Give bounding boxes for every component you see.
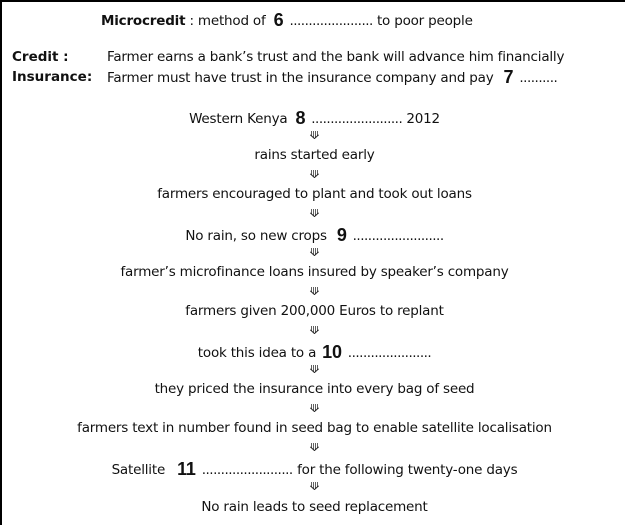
down-arrow-icon: ⟱: [309, 207, 320, 220]
down-arrow-icon: ⟱: [309, 168, 320, 181]
gap-number-8: 8: [295, 108, 306, 128]
gap-number-11: 11: [177, 459, 196, 479]
flow-text: took this idea to a: [197, 345, 317, 361]
gap-number-7: 7: [503, 67, 514, 87]
flow-step-western-kenya: [2, 108, 625, 129]
down-arrow-icon: ⟱: [309, 285, 320, 298]
flow-step: farmer’s microfinance loans insured by speaker’s company: [120, 264, 509, 280]
insurance-definition: [107, 67, 557, 88]
gap-number-6: 6: [273, 10, 284, 30]
flow-step-satellite: [2, 459, 625, 480]
microcredit-sep: : method of: [185, 13, 270, 29]
gap-8-blank[interactable]: ........................: [311, 111, 403, 127]
flow-text: Satellite: [111, 462, 166, 478]
flow-step: they priced the insurance into every bag of seed: [154, 381, 475, 397]
down-arrow-icon: ⟱: [309, 441, 320, 454]
down-arrow-icon: ⟱: [309, 480, 320, 493]
down-arrow-icon: ⟱: [309, 402, 320, 415]
down-arrow-icon: ⟱: [309, 324, 320, 337]
flow-step-took-idea: [2, 342, 625, 363]
flow-text: . for the following twenty-one days: [288, 462, 518, 478]
credit-definition: Farmer earns a bank’s trust and the bank will advance him financially: [107, 49, 565, 65]
gap-10-blank[interactable]: ......................: [347, 345, 432, 361]
flow-step: No rain leads to seed replacement: [201, 499, 428, 515]
credit-label: Credit :: [12, 49, 69, 65]
flow-step-no-rain-crops: [2, 225, 625, 246]
down-arrow-icon: ⟱: [309, 363, 320, 376]
flow-text: 2012: [402, 111, 440, 127]
gap-6-blank[interactable]: ......................: [289, 13, 373, 29]
insurance-label: Insurance:: [12, 69, 93, 85]
flow-step: farmers encouraged to plant and took out loans: [157, 186, 472, 202]
microcredit-definition: [101, 10, 473, 31]
flow-text: No rain, so new crops: [185, 228, 327, 244]
gap-number-10: 10: [322, 342, 342, 362]
down-arrow-icon: ⟱: [309, 129, 320, 142]
flow-step: farmers text in number found in seed bag to enable satellite localisation: [77, 420, 552, 436]
insurance-text: Farmer must have trust in the insurance company and pay: [107, 70, 494, 86]
gap-9-blank[interactable]: ........................: [352, 228, 444, 244]
microcredit-term: Microcredit: [101, 13, 186, 29]
gap-11-blank[interactable]: .......................: [201, 462, 289, 478]
microcredit-after: to poor people: [372, 13, 473, 29]
gap-number-9: 9: [336, 225, 347, 245]
flow-step: rains started early: [254, 147, 375, 163]
flow-step: farmers given 200,000 Euros to replant: [185, 303, 444, 319]
gap-7-blank[interactable]: ..........: [519, 70, 558, 86]
down-arrow-icon: ⟱: [309, 246, 320, 259]
flow-text: Western Kenya: [189, 111, 288, 127]
